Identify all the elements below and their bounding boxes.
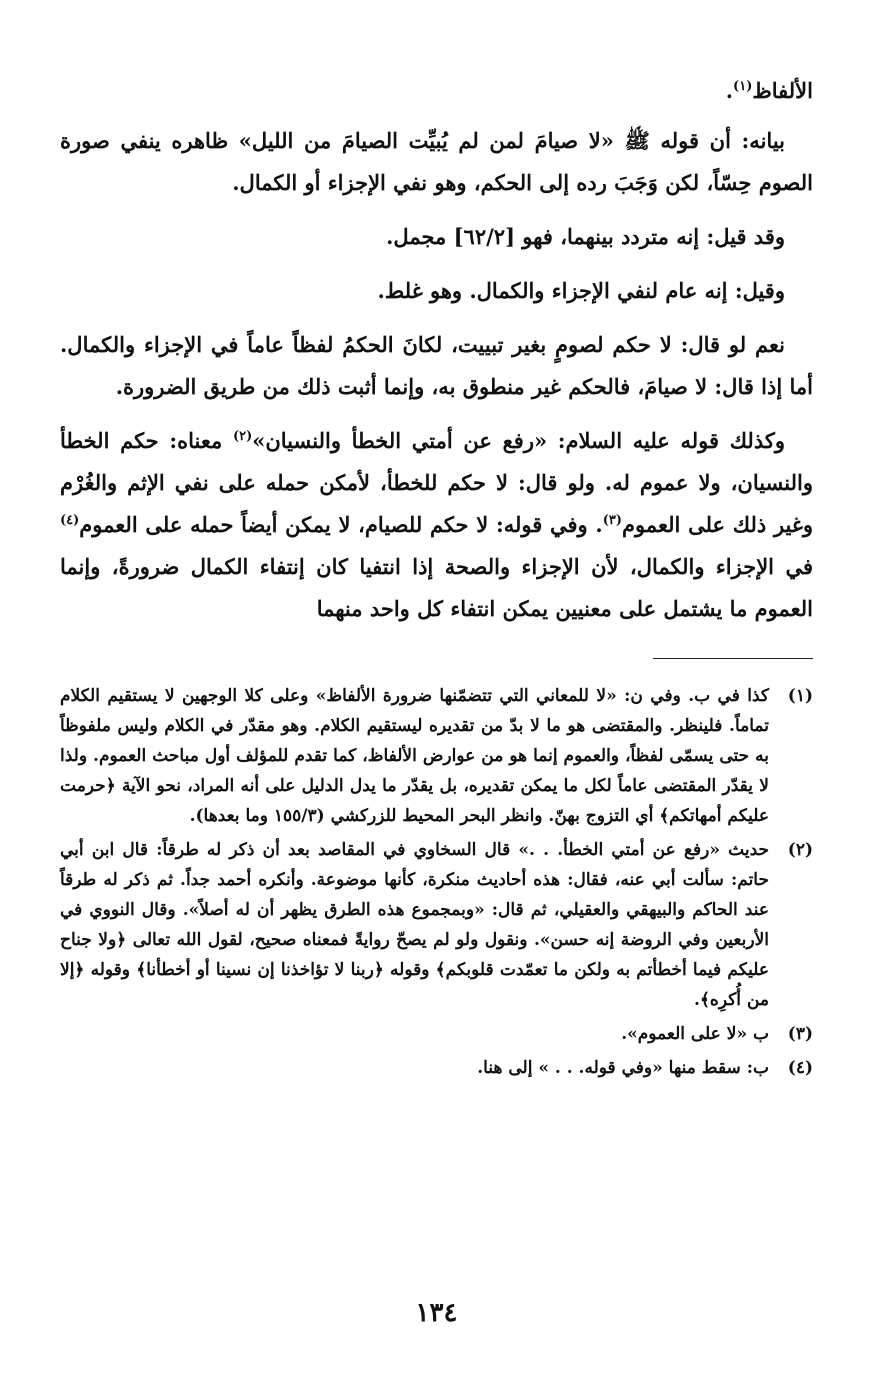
paragraph-top-line bbox=[60, 70, 813, 112]
text-top-line: الألفاظ bbox=[752, 78, 813, 103]
paragraph-5-part-c: . وفي قوله: لا حكم للصيام، لا يمكن أيضاً حمله على العموم bbox=[79, 512, 603, 537]
paragraph-4: نعم لو قال: لا حكم لصومٍ بغير تبييت، لكانَ الحكمُ لفظاً عاماً في الإجزاء والكمال. أما إذا قال: لا صيامَ، فالحكم غير منطوق به، وإنما أثبت ذلك من طريق الضرورة. bbox=[60, 332, 813, 399]
footnote-separator bbox=[653, 658, 813, 659]
paragraph-5-part-b: معناه: حكم الخطأ والنسيان، ولا عموم له. ولو قال: لا حكم للخطأ، لأمكن حمله على نفي الإثم والغُرْم وغير ذلك على العموم bbox=[60, 428, 813, 537]
footnotes bbox=[60, 681, 813, 1083]
footnote-3 bbox=[60, 1019, 813, 1049]
page-number: ١٣٤ bbox=[415, 1298, 458, 1328]
footnote-text: ب: سقط منها «وفي قوله. . . » إلى هنا. bbox=[477, 1058, 769, 1078]
footnote-2 bbox=[60, 835, 813, 1015]
footnote-number: (٣) bbox=[787, 1024, 813, 1044]
footnote-1 bbox=[60, 681, 813, 831]
footnote-number: (١) bbox=[787, 686, 813, 706]
paragraph-5-part-a: وكذلك قوله عليه السلام: «رفع عن أمتي الخطأ والنسيان» bbox=[252, 428, 785, 453]
paragraph-5-part-d: في الإجزاء والكمال، لأن الإجزاء والصحة إذا انتفيا كان إنتفاء الكمال ضرورةً، وإنما العموم ما يشتمل على معنيين يمكن انتفاء كل واحد منهما bbox=[60, 554, 813, 621]
footnote-text: حديث «رفع عن أمتي الخطأ. . .» قال السخاوي في المقاصد بعد أن ذكر له طرقاً: قال ابن أبي حاتم: سألت أبي عنه، فقال: هذه أحاديث منكرة، كأنها موضوعة. وأنكره أحمد جداً. ثم ذكر له طرقاً عند الحاكم والبيهقي والعقيلي، ثم قال: «وبمجموع هذه الطرق يظهر أن له أصلاً». وقال النووي في الأربعين وفي الروضة إنه حسن». ونقول ولو لم يصحّ روايةً فمعناه صحيح، لقول الله تعالى ﴿ولا جناح عليكم فيما أخطأتم به ولكن ما تعمّدت قلوبكم﴾ وقوله ﴿ربنا لا تؤاخذنا إن نسينا أو أخطأنا﴾ وقوله ﴿إلا من أُكرِه﴾. bbox=[60, 840, 769, 1010]
paragraph-1: بيانه: أن قوله ﷺ «لا صيامَ لمن لم يُبيِّت الصيامَ من الليل» ظاهره ينفي صورة الصوم حِسّاً، لكن وَجَبَ رده إلى الحكم، وهو نفي الإجزاء أو الكمال. bbox=[60, 128, 813, 195]
paragraph-2: وقد قيل: إنه متردد بينهما، فهو [٦٢/٢] مجمل. bbox=[386, 224, 785, 249]
footnote-number: (٤) bbox=[787, 1058, 813, 1078]
footnote-number: (٢) bbox=[787, 840, 813, 860]
footnote-text: ب «لا على العموم». bbox=[621, 1024, 769, 1044]
footnote-ref-2[interactable]: (٢) bbox=[232, 429, 253, 444]
footnote-4 bbox=[60, 1053, 813, 1083]
footnote-ref-1[interactable]: (١) bbox=[733, 79, 753, 94]
text-top-line-end: . bbox=[725, 78, 734, 103]
main-text bbox=[60, 70, 813, 630]
footnote-text: كذا في ب. وفي ن: «لا للمعاني التي تتضمّنها ضرورة الألفاظ» وعلى كلا الوجهين لا يستقيم الكلام تماماً. فلينظر. والمقتضى هو ما لا بدّ من تقديره ليستقيم الكلام. وهو مقدّر في الكلام وليس ملفوظاً به حتى يسمّى لفظاً، والعموم إنما هو من عوارض الألفاظ، كما تقدم للمؤلف أول مباحث العموم. ولذا لا يقدّر المقتضى عاماً لكل ما يمكن تقديره، بل يقدّر ما يدل الدليل على أنه المراد، نحو الآية ﴿حرمت عليكم أمهاتكم﴾ أي التزوج بهنّ. وانظر البحر المحيط للزركشي (١٥٥/٣ وما بعدها). bbox=[60, 686, 769, 826]
footnote-ref-4[interactable]: (٤) bbox=[60, 513, 80, 528]
footnote-ref-3[interactable]: (٣) bbox=[602, 513, 622, 528]
paragraph-5 bbox=[60, 420, 813, 630]
paragraph-3: وقيل: إنه عام لنفي الإجزاء والكمال. وهو غلط. bbox=[377, 278, 785, 303]
